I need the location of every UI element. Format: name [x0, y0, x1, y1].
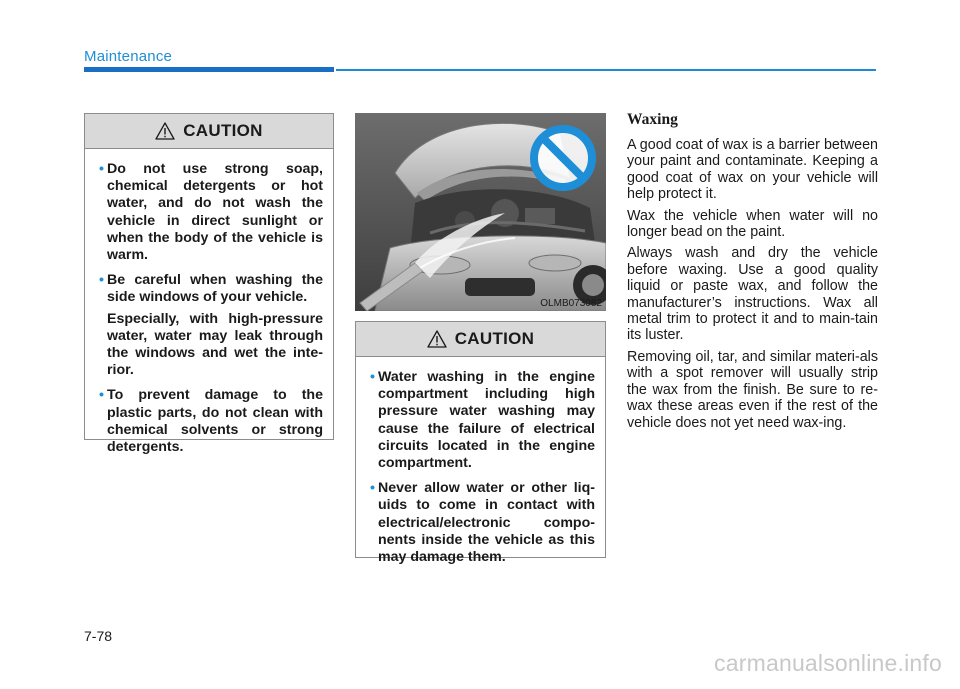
- waxing-heading: Waxing: [627, 111, 678, 128]
- car-hood-open-illustration: [355, 113, 606, 311]
- caution-item: [99, 387, 323, 456]
- bullet-icon: •: [99, 387, 104, 404]
- caution-item: [370, 480, 595, 566]
- figure-code: OLMB073082: [540, 298, 602, 309]
- waxing-paragraph: Always wash and dry the vehicle before waxing. Use a good quality liquid or paste wax, and follow the manufacturer’s instructions. Wax all metal trim to protect it and to main-tain its luster.: [627, 245, 878, 344]
- caution-header: [85, 114, 333, 149]
- warning-triangle-icon: [427, 330, 447, 348]
- header-rule-dark: [84, 67, 334, 72]
- warning-triangle-icon: [155, 122, 175, 140]
- caution-item-text: To prevent damage to the plastic parts, do not clean with chemical solvents or strong detergents.: [107, 387, 323, 456]
- caution-box-right: [355, 321, 606, 566]
- waxing-paragraph: Removing oil, tar, and similar materi-als with a spot remover will usually strip the wax from the finish. Be sure to re-wax these areas even if the rest of the vehicle does not yet need wax-ing.: [627, 348, 878, 431]
- engine-washing-figure: [355, 113, 606, 311]
- page-number: 7-78: [84, 628, 113, 644]
- header-rule-light: [336, 69, 876, 71]
- caution-item-text: Do not use strong soap, chemical detergents or hot water, and do not wash the vehicle in direct sunlight or when the body of the vehicle is warm.: [107, 161, 323, 264]
- caution-item-text: Water washing in the engine compartment including high pressure water washing may cause the failure of electrical circuits located in the engine compartment.: [378, 369, 595, 472]
- caution-label: CAUTION: [454, 329, 535, 348]
- bullet-icon: •: [99, 272, 104, 289]
- caution-subtext: Especially, with high-pressure water, water may leak through the windows and wet the inte-rior.: [107, 310, 323, 379]
- bullet-icon: •: [370, 369, 375, 385]
- caution-item-text: Never allow water or other liq-uids to come in contact with electrical/electronic compo-nents inside the vehicle as this may damage them.: [378, 480, 595, 566]
- caution-header: [356, 322, 605, 357]
- waxing-paragraph: A good coat of wax is a barrier between your paint and contaminate. Keeping a good coat of wax on your vehicle will help protect it.: [627, 137, 878, 203]
- bullet-icon: •: [370, 480, 375, 497]
- caution-label: CAUTION: [183, 121, 263, 140]
- caution-item: [99, 272, 323, 306]
- waxing-section: [627, 111, 878, 436]
- caution-item-text: Be careful when washing the side windows of your vehicle.: [107, 272, 323, 306]
- caution-item: [370, 369, 595, 472]
- caution-body: [356, 357, 605, 582]
- waxing-paragraph: Wax the vehicle when water will no longer bead on the paint.: [627, 207, 878, 241]
- caution-body: [85, 149, 333, 472]
- bullet-icon: •: [99, 161, 104, 177]
- caution-box-left: [84, 113, 334, 456]
- section-title: Maintenance: [84, 48, 173, 65]
- caution-item: [99, 161, 323, 264]
- watermark: carmanualsonline.info: [714, 650, 942, 676]
